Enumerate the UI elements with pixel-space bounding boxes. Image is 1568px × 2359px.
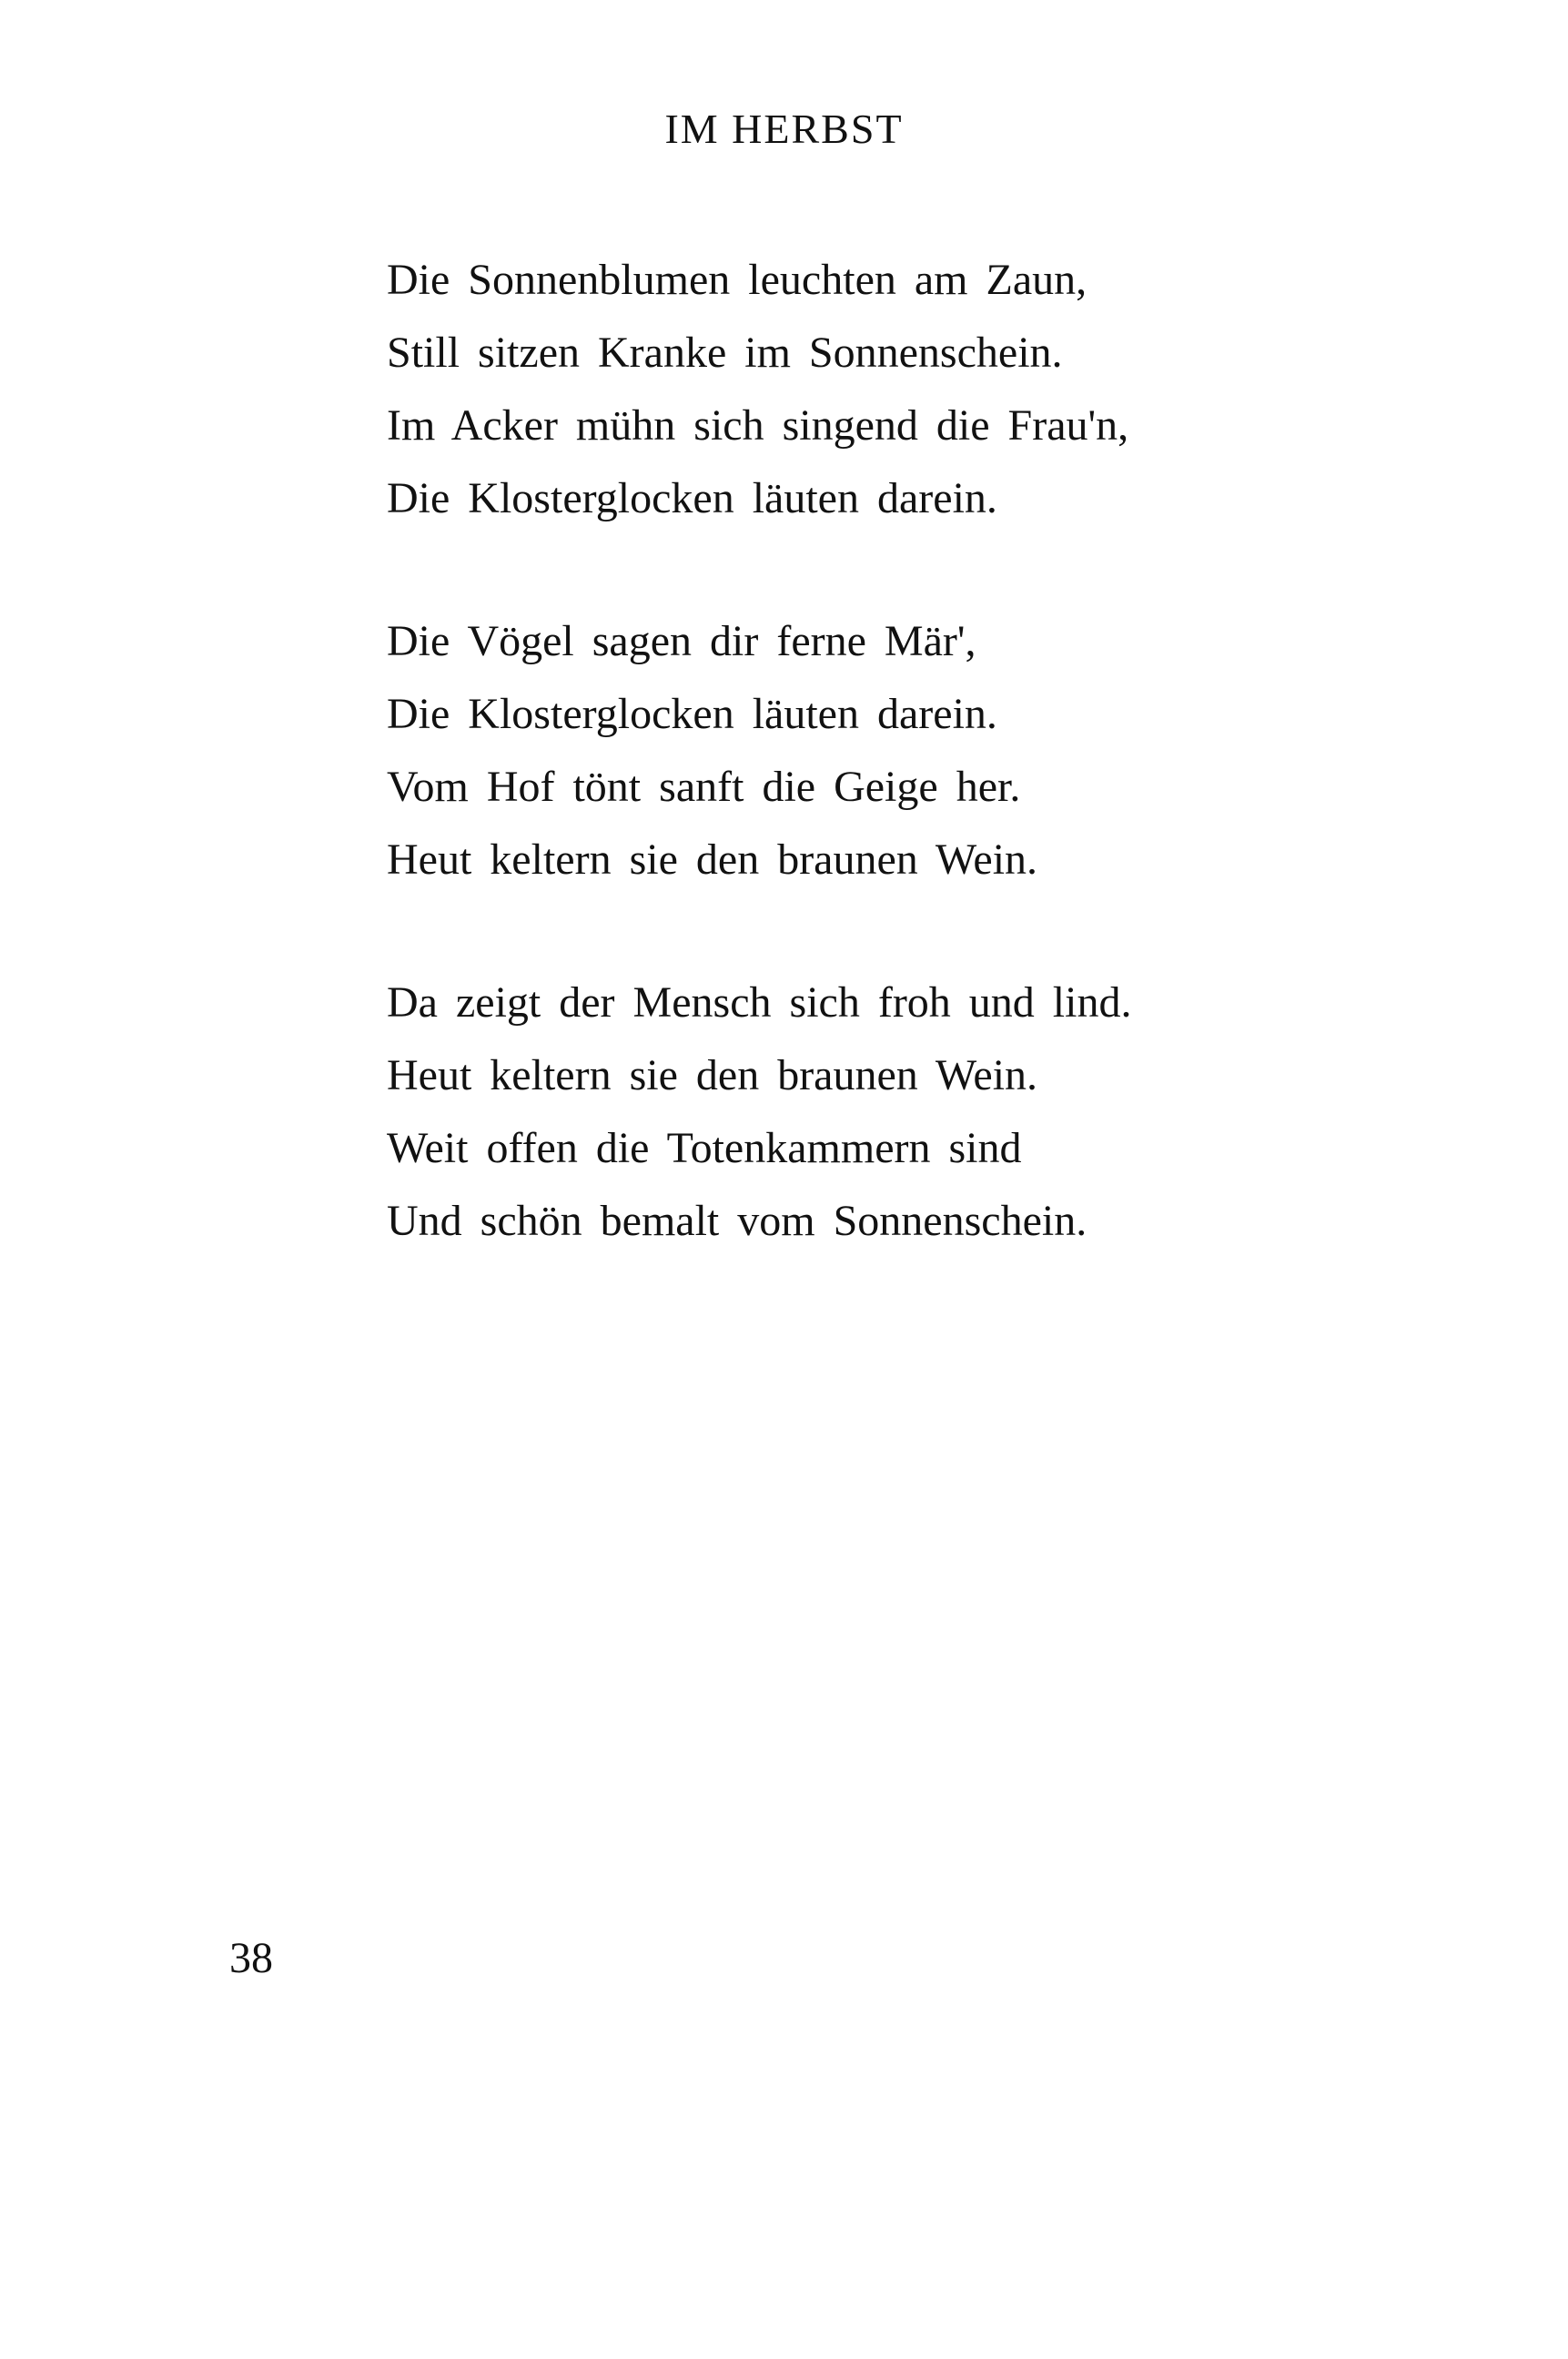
poem-line: Im Acker mühn sich singend die Frau'n, (387, 401, 1129, 450)
poem-line: Still sitzen Kranke im Sonnenschein. (387, 329, 1063, 377)
poem-line: Weit offen die Totenkammern sind (387, 1124, 1022, 1172)
poem-line: Die Sonnenblumen leuchten am Zaun, (387, 256, 1087, 304)
page-number: 38 (229, 1934, 273, 1982)
poem-title: IM HERBST (664, 106, 904, 152)
poem-line: Heut keltern sie den braunen Wein. (387, 835, 1038, 884)
poem-line: Und schön bemalt vom Sonnenschein. (387, 1197, 1087, 1245)
poem-line: Heut keltern sie den braunen Wein. (387, 1051, 1038, 1099)
stanza-3 (387, 967, 1297, 1258)
stanza-2 (387, 605, 1297, 896)
poem-line: Die Klosterglocken läuten darein. (387, 474, 997, 522)
poem-line: Die Klosterglocken läuten darein. (387, 690, 997, 738)
stanza-1 (387, 244, 1297, 535)
poem-line: Da zeigt der Mensch sich froh und lind. (387, 978, 1132, 1027)
poem-line: Vom Hof tönt sanft die Geige her. (387, 763, 1021, 811)
poem-line: Die Vögel sagen dir ferne Mär', (387, 617, 976, 665)
